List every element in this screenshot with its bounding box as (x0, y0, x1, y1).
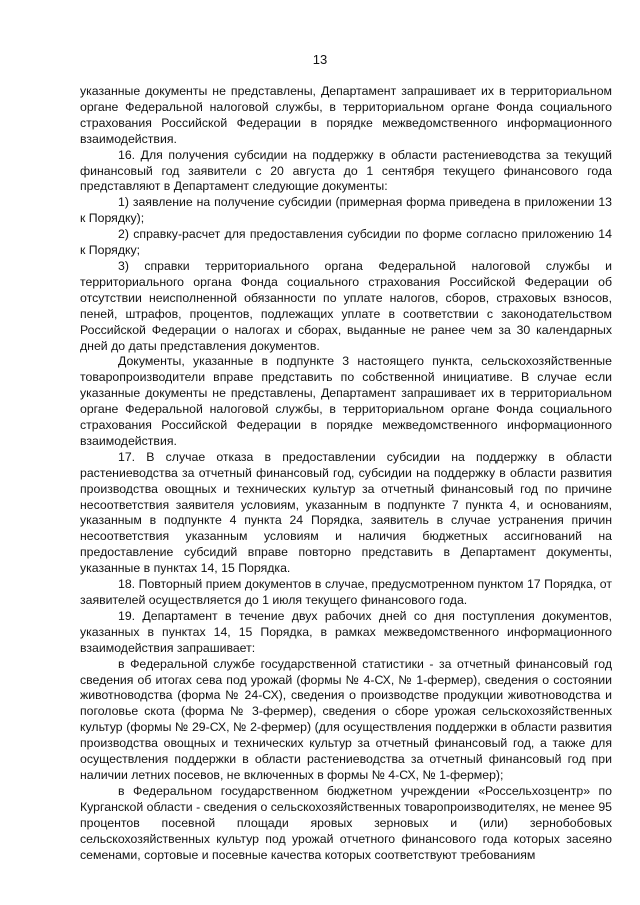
paragraph: в Федеральной службе государственной статистики - за отчетный финансовый год сведения об итогах сева под урожай (формы № 4-СХ, № 1-фермер), сведения о состоянии животноводства (форма № 24-СХ), сведения о производстве продукции животноводства и поголовье скота (форма № 3-фермер), сведения о сборе урожая сельскохозяйственных культур (формы № 29-СХ, № 2-фермер) (для осуществления поддержки в области развития производства овощных и технических культур за отчетный финансовый год, а также для осуществления поддержки в области растениеводства за отчетный финансовый год при наличии летних посевов, не включенных в формы № 4-СХ, № 1-фермер); (80, 656, 612, 782)
paragraph: указанные документы не представлены, Департамент запрашивает их в территориальном органе Федеральной налоговой службы, в территориальном органе Фонда социального страхования Российской Федерации в порядке межведомственного информационного взаимодействия. (80, 84, 612, 146)
paragraph: Документы, указанные в подпункте 3 настоящего пункта, сельскохозяйственные товаропроизводители вправе представить по собственной инициативе. В случае если указанные документы не представлены, Департамент запрашивает их в территориальном органе Федеральной налоговой службы, в территориальном органе Фонда социального страхования Российской Федерации в порядке межведомственного информационного взаимодействия. (80, 354, 612, 448)
paragraph: в Федеральном государственном бюджетном учреждении «Россельхозцентр» по Курганской области - сведения о сельскохозяйственных товаропроизводителях, не менее 95 процентов посевной площади яровых зерновых и (или) зернобобовых сельскохозяйственных культур под урожай отчетного финансового года которых засеяно семенами, сортовые и посевные качества которых соответствуют требованиям (80, 783, 612, 862)
paragraph: 3) справки территориального органа Федеральной налоговой службы и территориального органа Фонда социального страхования Российской Федерации об отсутствии неисполненной обязанности по уплате налогов, сборов, страховых взносов, пеней, штрафов, процентов, подлежащих уплате в соответствии с законодательством Российской Федерации о налогах и сборах, выданные не ранее чем за 30 календарных дней до даты представления документов. (80, 258, 612, 353)
paragraph: 16. Для получения субсидии на поддержку в области растениеводства за текущий финансовый год заявители с 20 августа до 1 сентября текущего финансового года представляют в Департамент следующие документы: (80, 147, 612, 194)
paragraph: 2) справку-расчет для предоставления субсидии по форме согласно приложению 14 к Порядку; (80, 227, 612, 258)
paragraph: 17. В случае отказа в предоставлении субсидии на поддержку в области растениеводства за отчетный финансовый год, субсидии на поддержку в области развития производства овощных и технических культур за отчетный финансовый год по причине несоответствия заявителя условиям, указанным в подпункте 7 пункта 4, и основаниям, указанным в подпункте 4 пункта 24 Порядка, заявитель в случае устранения причин несоответствия указанным условиям и наличия бюджетных ассигнований на предоставление субсидий вправе повторно представить в Департамент документы, указанные в пунктах 14, 15 Порядка. (80, 449, 612, 576)
page-number: 13 (312, 52, 328, 67)
document-body (80, 84, 612, 863)
paragraph: 19. Департамент в течение двух рабочих дней со дня поступления документов, указанных в пунктах 14, 15 Порядка, в рамках межведомственного информационного взаимодействия запрашивает: (80, 608, 612, 655)
paragraph: 18. Повторный прием документов в случае, предусмотренном пунктом 17 Порядка, от заявителей осуществляется до 1 июля текущего финансового года. (80, 577, 612, 607)
paragraph: 1) заявление на получение субсидии (примерная форма приведена в приложении 13 к Порядку); (80, 195, 612, 226)
